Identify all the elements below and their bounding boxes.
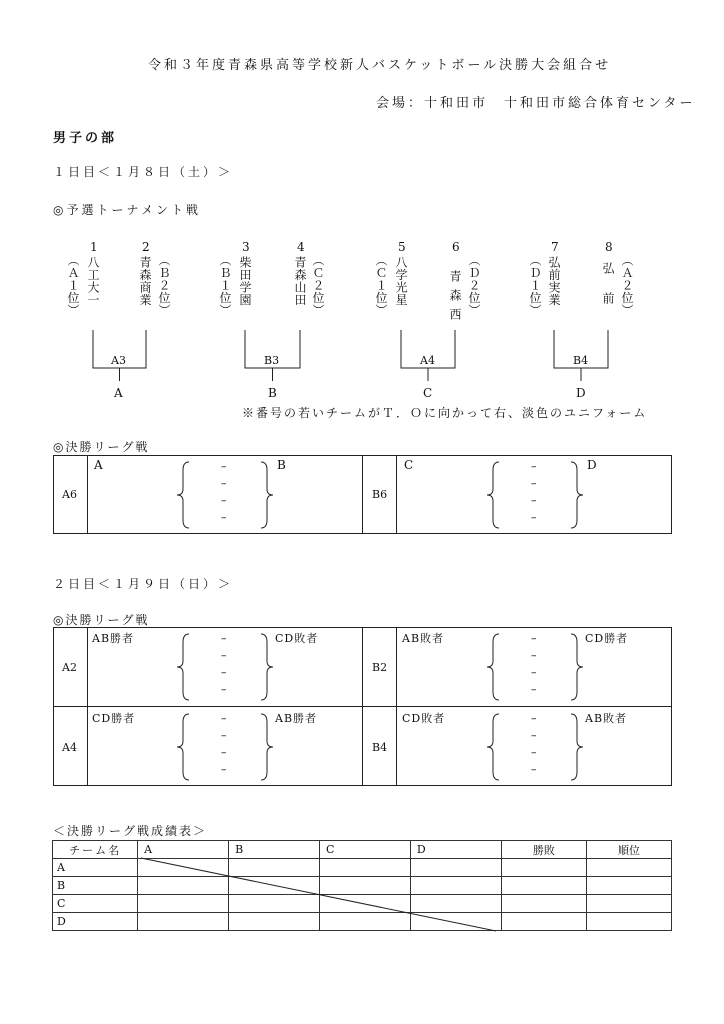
league-right-team: B — [277, 458, 286, 472]
row-team: D — [53, 913, 138, 931]
game-label: A4 — [420, 354, 435, 367]
team-name: 八工大一 — [86, 256, 100, 306]
league-left-team: A — [94, 458, 103, 472]
score-dash: – — [531, 511, 537, 524]
league-game-label: A2 — [62, 661, 77, 674]
score-dash: – — [531, 632, 537, 645]
team-name: 弘前 — [601, 262, 615, 322]
game-label: A3 — [111, 354, 126, 367]
score-dash: – — [221, 494, 227, 507]
header-cell: A — [138, 841, 229, 859]
header-cell: D — [410, 841, 501, 859]
row-team: B — [53, 877, 138, 895]
team-seed: （Ｃ２位） — [311, 254, 325, 317]
team-seed: （Ａ２位） — [620, 254, 634, 317]
game-label: B3 — [264, 354, 280, 367]
winner-label: B — [268, 386, 277, 400]
league-right-team: AB勝者 — [275, 712, 318, 725]
league-left-team: AB敗者 — [402, 632, 445, 645]
league-title-day2: ◎決勝リーグ戦 — [53, 613, 150, 627]
header-cell: B — [229, 841, 320, 859]
team-number: 8 — [605, 240, 613, 254]
score-dash: – — [531, 763, 537, 776]
league-title-day1: ◎決勝リーグ戦 — [53, 440, 150, 454]
game-label: B4 — [573, 354, 589, 367]
header-cell: チーム名 — [53, 841, 138, 859]
document-title: 令和３年度青森県高等学校新人バスケットボール決勝大会組合せ — [148, 58, 612, 73]
day1-label: １日目＜１月８日（土）＞ — [53, 165, 234, 179]
day2-label: ２日目＜１月９日（日）＞ — [53, 577, 234, 591]
team-name: 柴田学園 — [238, 256, 252, 306]
league-right-team: AB敗者 — [585, 712, 628, 725]
score-dash: – — [531, 460, 537, 473]
league-game-label: A6 — [62, 488, 77, 501]
prelim-title: ◎予選トーナメント戦 — [53, 203, 201, 217]
team-name: 弘前実業 — [547, 256, 561, 306]
team-number: 3 — [242, 240, 250, 254]
score-dash: – — [221, 649, 227, 662]
header-cell: 順位 — [586, 841, 671, 859]
score-dash: – — [531, 666, 537, 679]
team-name: 青森山田 — [293, 256, 307, 306]
results-title: ＜決勝リーグ戦成績表＞ — [53, 824, 208, 838]
team-number: 5 — [398, 240, 406, 254]
header-cell: 勝敗 — [501, 841, 586, 859]
score-dash: – — [531, 649, 537, 662]
league-right-team: CD敗者 — [275, 632, 319, 645]
league-left-team: C — [404, 458, 414, 472]
score-dash: – — [531, 477, 537, 490]
venue-label: 会場：十和田市 十和田市総合体育センター — [376, 96, 696, 111]
winner-label: D — [576, 386, 586, 400]
score-dash: – — [221, 729, 227, 742]
team-number: 7 — [551, 240, 559, 254]
row-team: A — [53, 859, 138, 877]
league-right-team: CD勝者 — [585, 632, 629, 645]
score-dash: – — [221, 632, 227, 645]
team-number: 1 — [90, 240, 98, 254]
score-dash: – — [531, 746, 537, 759]
row-team: C — [53, 895, 138, 913]
header-cell: C — [319, 841, 410, 859]
team-name: 青森商業 — [138, 256, 152, 306]
league-right-team: D — [587, 458, 597, 472]
score-dash: – — [221, 746, 227, 759]
league-left-team: AB勝者 — [92, 632, 135, 645]
score-dash: – — [531, 729, 537, 742]
league-game-label: B4 — [372, 741, 388, 754]
team-name: 青森西 — [448, 270, 462, 327]
score-dash: – — [221, 477, 227, 490]
score-dash: – — [221, 763, 227, 776]
team-seed: （Ｄ２位） — [467, 254, 481, 317]
score-dash: – — [221, 511, 227, 524]
section-heading: 男子の部 — [53, 131, 118, 146]
league-game-label: A4 — [62, 741, 77, 754]
winner-label: A — [114, 386, 123, 400]
league-game-label: B2 — [372, 661, 388, 674]
team-number: 6 — [452, 240, 460, 254]
team-seed: （Ｃ１位） — [374, 254, 388, 317]
team-number: 4 — [297, 240, 305, 254]
team-number: 2 — [142, 240, 150, 254]
team-name: 八学光星 — [394, 256, 408, 306]
team-seed: （Ｂ２位） — [157, 254, 171, 317]
team-seed: （Ｂ１位） — [218, 254, 232, 317]
winner-label: C — [423, 386, 433, 400]
score-dash: – — [221, 460, 227, 473]
team-seed: （Ａ１位） — [66, 254, 80, 317]
score-dash: – — [221, 683, 227, 696]
team-seed: （Ｄ１位） — [528, 254, 542, 317]
score-dash: – — [531, 494, 537, 507]
league-game-label: B6 — [372, 488, 388, 501]
score-dash: – — [221, 712, 227, 725]
league-left-team: CD勝者 — [92, 712, 136, 725]
score-dash: – — [531, 683, 537, 696]
score-dash: – — [221, 666, 227, 679]
league-left-team: CD敗者 — [402, 712, 446, 725]
score-dash: – — [531, 712, 537, 725]
uniform-note: ※番号の若いチームがＴ．Ｏに向かって右、淡色のユニフォーム — [242, 406, 648, 420]
